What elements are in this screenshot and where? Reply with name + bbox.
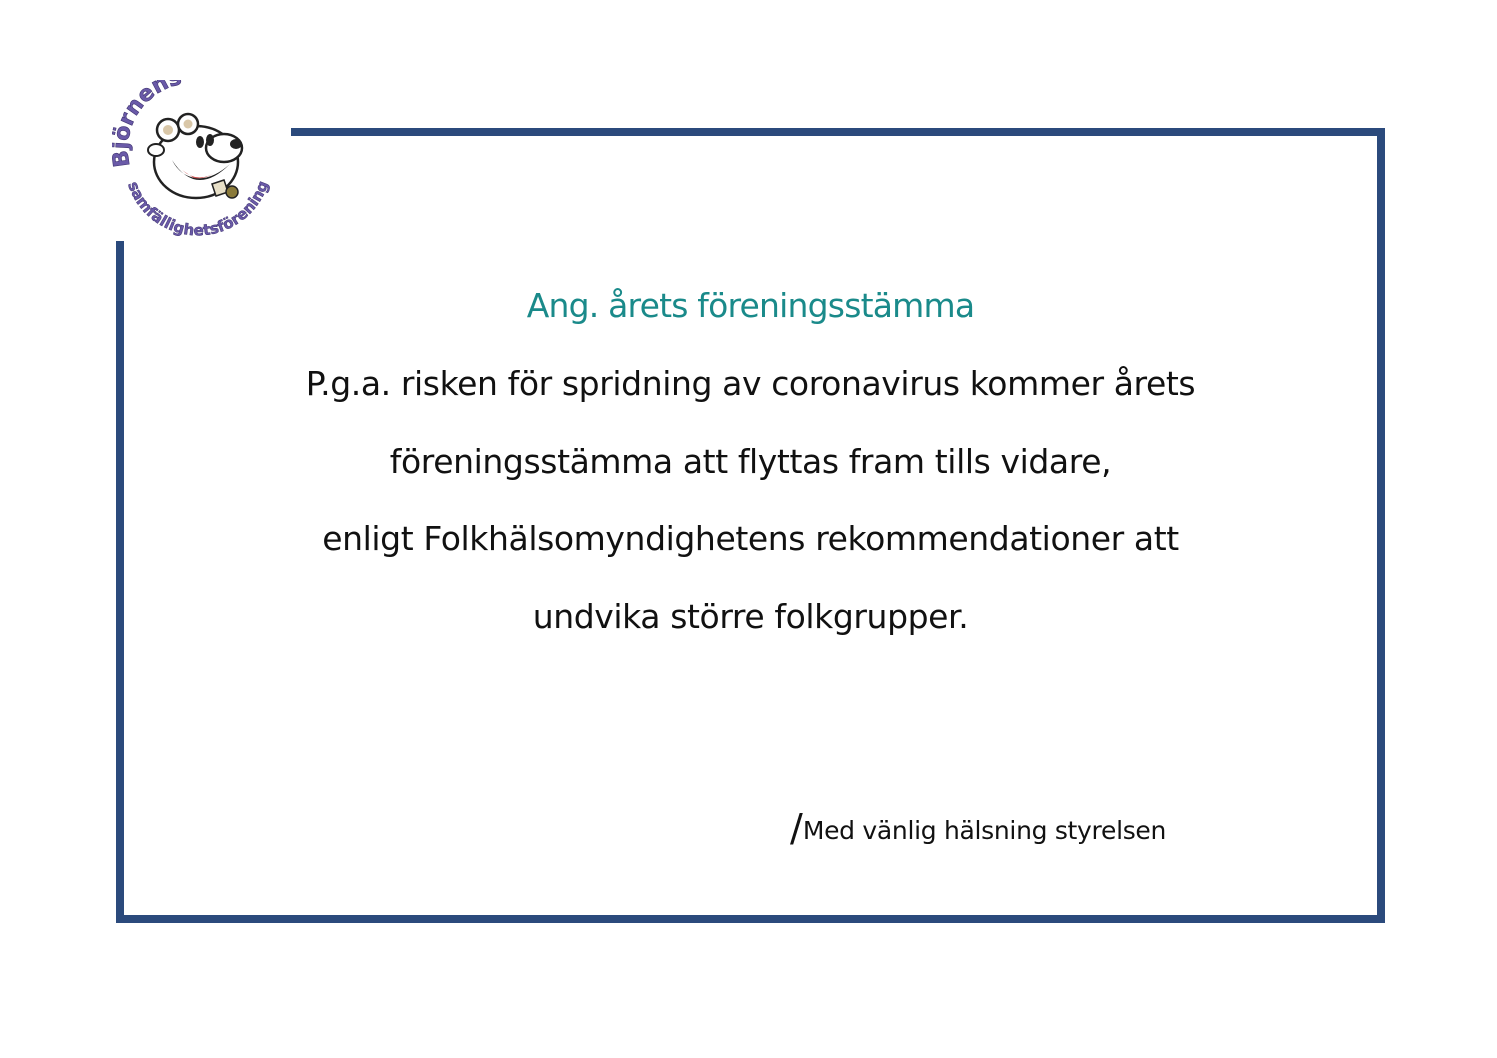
signature-slash: / xyxy=(790,806,803,850)
frame-right-border xyxy=(1377,128,1385,923)
bear-mascot-icon xyxy=(148,114,242,198)
notice-line-4: undvika större folkgrupper. xyxy=(532,597,969,636)
frame-bottom-border xyxy=(116,915,1385,923)
signature-text: Med vänlig hälsning styrelsen xyxy=(802,816,1167,845)
signature xyxy=(790,806,1166,850)
association-logo xyxy=(112,80,276,240)
notice-heading: Ang. årets föreningsstämma xyxy=(526,286,975,325)
notice-line-1: P.g.a. risken för spridning av coronavirus kommer årets xyxy=(305,364,1196,403)
frame-left-border xyxy=(116,241,124,923)
notice-line-3: enligt Folkhälsomyndighetens rekommendationer att xyxy=(322,519,1179,558)
logo-top-text: rnen xyxy=(113,80,173,130)
notice-line-2: föreningsstämma att flyttas fram tills vidare, xyxy=(389,442,1112,481)
frame-top-border xyxy=(291,128,1385,136)
logo-bottom-text: samfällighetsförening xyxy=(124,178,273,240)
